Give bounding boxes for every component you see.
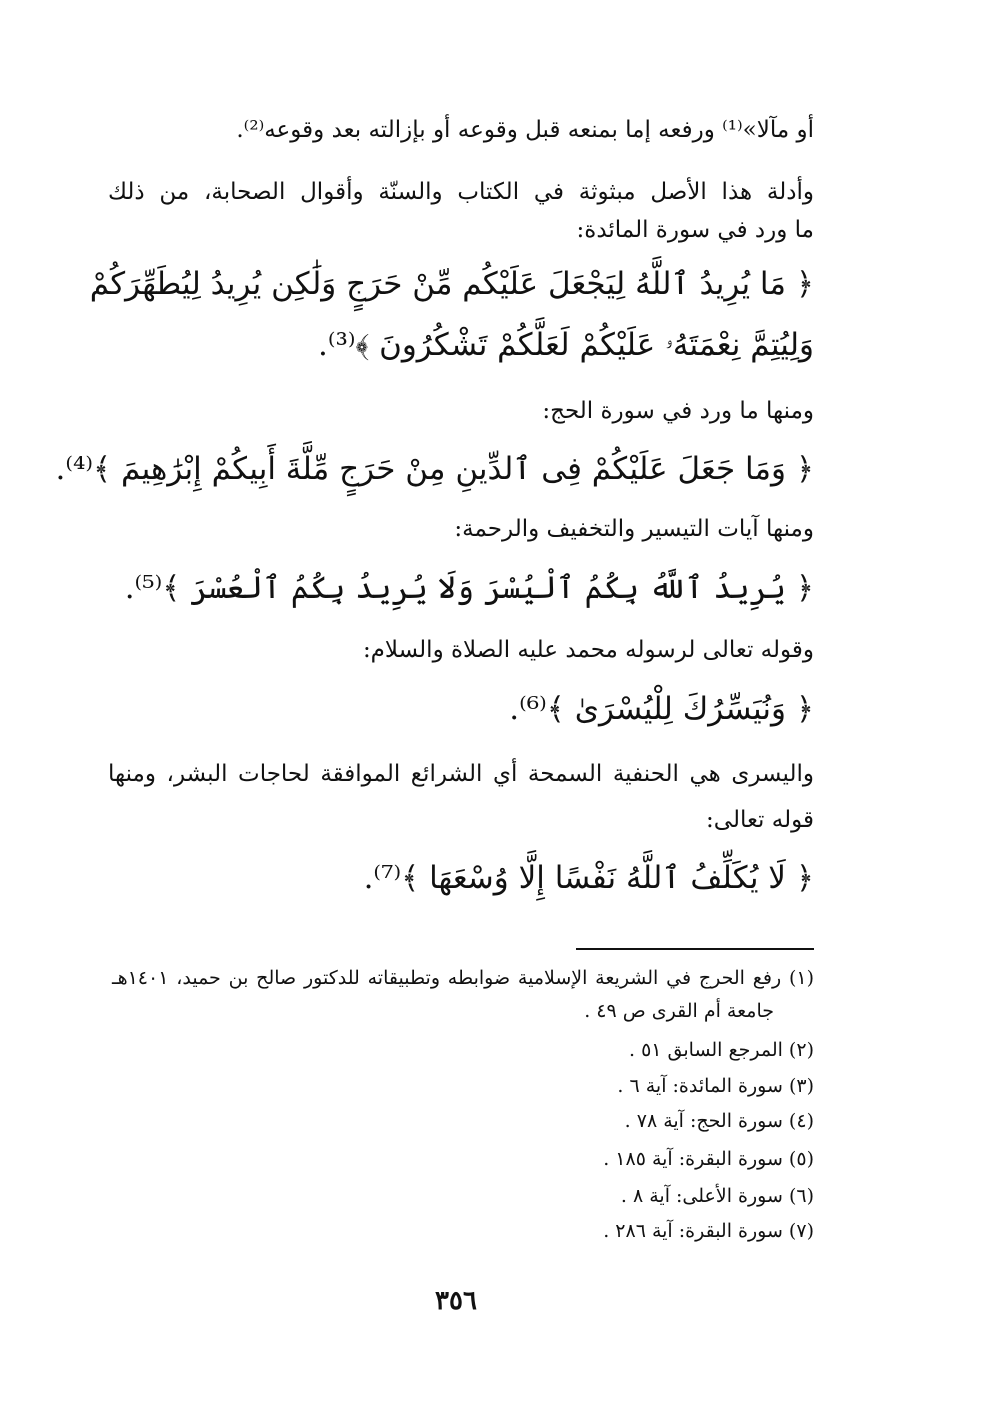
body-line-6: وقوله تعالى لرسوله محمد عليه الصلاة والسلام: [362,637,814,663]
body-line-8: قوله تعالى: [706,807,814,833]
verse-maidah-line-1: ﴿ مَا يُرِيدُ ٱللَّهُ لِيَجْعَلَ عَلَيْكُم مِّنْ حَرَجٍ وَلَٰكِن يُرِيدُ لِيُطَهِّرَكُمْ [89,266,814,302]
body-line-5: ومنها آيات التيسير والتخفيف والرحمة: [454,516,814,542]
footnote-7: (٧) سورة البقرة: آية ٢٨٦ . [603,1220,814,1242]
body-line-3: ما ورد في سورة المائدة: [576,217,814,243]
page-number: ٣٥٦ [435,1286,477,1316]
footnote-divider [576,948,814,950]
body-line-4: ومنها ما ورد في سورة الحج: [542,398,814,424]
verse-baqarah-286: ﴿ لَا يُكَلِّفُ ٱللَّهُ نَفْسًا إِلَّا وُسْعَهَا ﴾⁽⁷⁾. [363,860,814,896]
verse-alaa: ﴿ وَنُيَسِّرُكَ لِلْيُسْرَىٰ ﴾⁽⁶⁾. [509,691,814,727]
footnote-5: (٥) سورة البقرة: آية ١٨٥ . [603,1148,814,1170]
body-line-2: وأدلة هذا الأصل مبثوثة في الكتاب والسنّة وأقوال الصحابة، من ذلك [108,179,814,205]
footnote-4: (٤) سورة الحج: آية ٧٨ . [624,1110,814,1132]
verse-hajj: ﴿ وَمَا جَعَلَ عَلَيْكُمْ فِى ٱلدِّينِ مِنْ حَرَجٍ مِّلَّةَ أَبِيكُمْ إِبْرَٰهِيمَ ﴾⁽⁴⁾. [55,451,814,487]
body-line-1: أو مآلا»⁽¹⁾ ورفعه إما بمنعه قبل وقوعه أو بإزالته بعد وقوعه⁽²⁾. [236,117,814,143]
footnote-6: (٦) سورة الأعلى: آية ٨ . [620,1185,814,1207]
verse-baqarah-185: ﴿ يُرِيدُ ٱللَّهُ بِكُمُ ٱلْيُسْرَ وَلَا يُرِيدُ بِكُمُ ٱلْعُسْرَ ﴾⁽⁵⁾. [124,570,814,606]
body-line-7: واليسرى هي الحنفية السمحة أي الشرائع الموافقة لحاجات البشر، ومنها [108,761,814,787]
footnote-1-line-2: جامعة أم القرى ص ٤٩ . [584,1000,774,1022]
footnote-3: (٣) سورة المائدة: آية ٦ . [617,1075,814,1097]
footnote-1-line-1: (١) رفع الحرج في الشريعة الإسلامية ضوابطه وتطبيقاته للدكتور صالح بن حميد، ١٤٠١هـ [112,967,814,989]
footnote-2: (٢) المرجع السابق ٥١ . [628,1039,814,1061]
verse-maidah-line-2: وَلِيُتِمَّ نِعْمَتَهُۥ عَلَيْكُمْ لَعَلَّكُمْ تَشْكُرُونَ ﴾⁽³⁾. [317,327,814,363]
